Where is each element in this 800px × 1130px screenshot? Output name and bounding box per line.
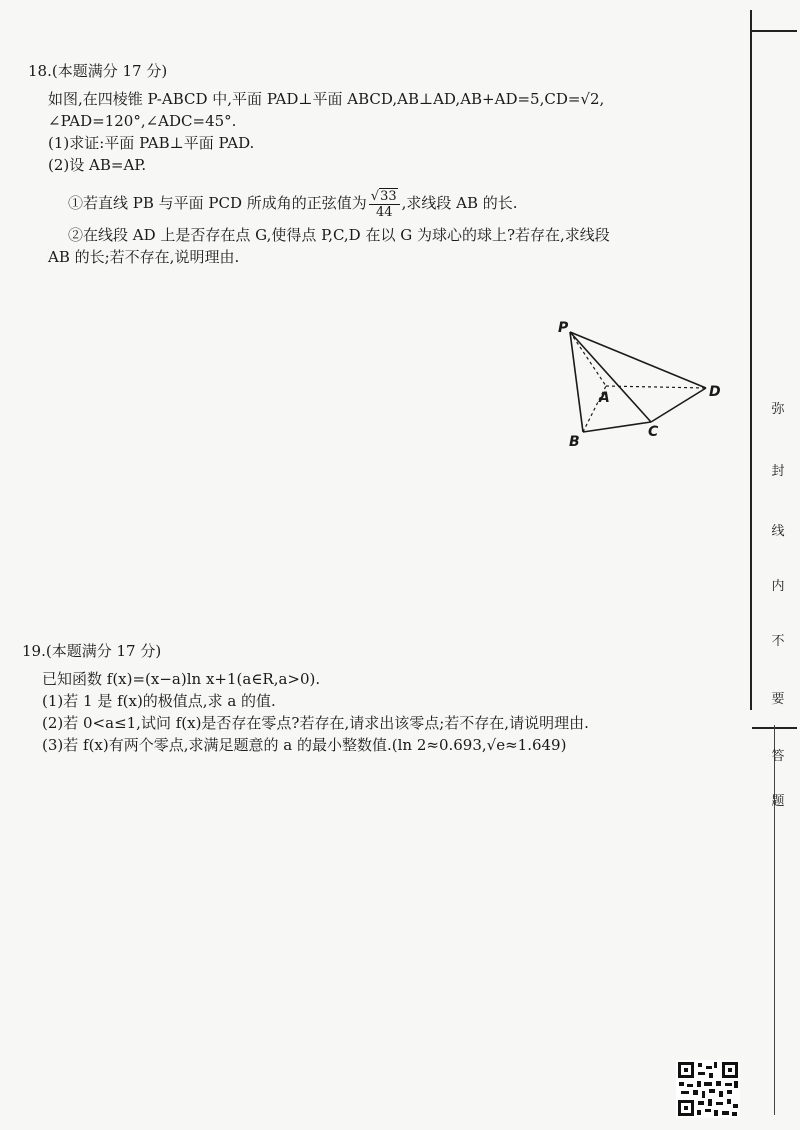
- problem-18: [28, 60, 738, 268]
- edge-pc: [570, 332, 651, 422]
- sub1-text-post: ,求线段 AB 的长.: [401, 194, 518, 212]
- pyramid-figure: [556, 318, 736, 448]
- edge-bc: [583, 422, 651, 432]
- seal-char-7: 答: [771, 749, 785, 764]
- problem-18-stem-line1: 如图,在四棱锥 P-ABCD 中,平面 PAD⊥平面 ABCD,AB⊥AD,AB+AD=5,CD=√2,: [48, 90, 605, 108]
- problem-19-part1: (1)若 1 是 f(x)的极值点,求 a 的值.: [42, 692, 276, 710]
- seal-border-lower: [774, 725, 775, 1115]
- seal-char-2: 封: [771, 464, 785, 479]
- edge-pd: [570, 332, 706, 388]
- problem-19-header: 19.(本题满分 17 分): [22, 642, 162, 660]
- seal-border-frame: [752, 30, 797, 729]
- qr-code-graphic: [676, 1060, 740, 1118]
- seal-char-6: 要: [771, 692, 785, 707]
- edge-pb: [570, 332, 583, 432]
- problem-19-stem: 已知函数 f(x)=(x−a)ln x+1(a∈R,a>0).: [42, 670, 321, 688]
- problem-19-part2: (2)若 0<a≤1,试问 f(x)是否存在零点?若存在,请求出该零点;若不存在,请说明理由.: [42, 714, 589, 732]
- problem-18-sub1: [28, 186, 738, 220]
- sub1-text-pre: ①若直线 PB 与平面 PCD 所成角的正弦值为: [68, 194, 367, 212]
- seal-char-3: 线: [771, 524, 785, 539]
- vertex-label-a: A: [599, 390, 610, 406]
- problem-19: [22, 640, 742, 756]
- seal-char-4: 内: [771, 579, 785, 594]
- vertex-label-c: C: [648, 424, 659, 440]
- fraction-denominator: 44: [375, 204, 393, 220]
- problem-18-sub2-line1: ②在线段 AD 上是否存在点 G,使得点 P,C,D 在以 G 为球心的球上?若存在,求线段: [68, 226, 610, 244]
- problem-19-part3: (3)若 f(x)有两个零点,求满足题意的 a 的最小整数值.(ln 2≈0.693,√e≈1.649): [42, 736, 567, 754]
- seal-line-margin: [750, 10, 800, 1120]
- fraction-numerator: 33: [380, 188, 397, 204]
- vertex-label-b: B: [569, 434, 580, 450]
- vertex-label-p: P: [558, 320, 569, 336]
- edge-cd: [651, 388, 706, 422]
- seal-char-1: 弥: [771, 402, 785, 417]
- vertex-label-d: D: [709, 384, 721, 400]
- seal-char-8: 题: [771, 794, 785, 809]
- sine-fraction: $\frac{√33}{44}$: [369, 189, 400, 220]
- pyramid-diagram: [556, 318, 736, 448]
- problem-18-part2: (2)设 AB=AP.: [48, 156, 147, 174]
- problem-18-part1: (1)求证:平面 PAB⊥平面 PAD.: [48, 134, 255, 152]
- qr-code-icon: [676, 1060, 740, 1118]
- seal-char-5: 不: [771, 634, 785, 649]
- problem-18-header: 18.(本题满分 17 分): [28, 62, 168, 80]
- problem-18-stem-line2: ∠PAD=120°,∠ADC=45°.: [48, 112, 237, 130]
- problem-18-sub2-line2: AB 的长;若不存在,说明理由.: [48, 248, 240, 266]
